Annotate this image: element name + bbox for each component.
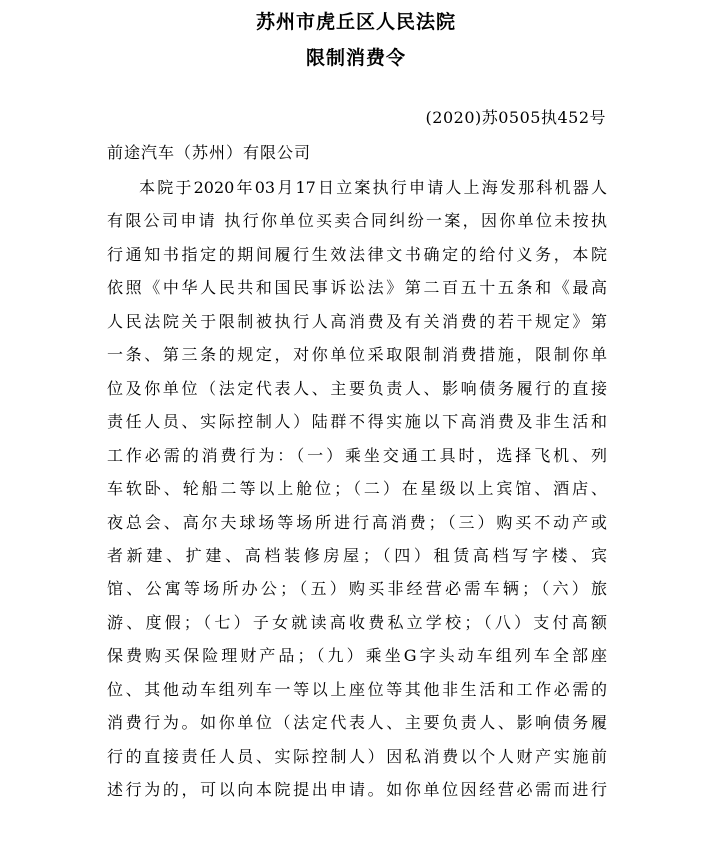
addressee: 前途汽车（苏州）有限公司 <box>107 143 312 162</box>
body-line: 有限公司申请 执行你单位买卖合同纠纷一案，因你单位未按执 <box>107 211 607 231</box>
body-line: 本院于2020年03月17日立案执行申请人上海发那科机器人 <box>139 178 607 197</box>
document-type-title: 限制消费令 <box>305 47 406 69</box>
body-line: 人民法院关于限制被执行人高消费及有关消费的若干规定》第 <box>107 311 607 331</box>
body-line: 责任人员、实际控制人）陆群不得实施以下高消费及非生活和 <box>107 412 607 432</box>
body-line: 保费购买保险理财产品；（九）乘坐G字头动车组列车全部座 <box>107 646 607 666</box>
body-line: 夜总会、高尔夫球场等场所进行高消费；（三）购买不动产或 <box>107 512 607 532</box>
body-line: 位及你单位（法定代表人、主要负责人、影响债务履行的直接 <box>107 378 607 398</box>
body-line: 车软卧、轮船二等以上舱位；（二）在星级以上宾馆、酒店、 <box>107 479 607 499</box>
body-line: 一条、第三条的规定，对你单位采取限制消费措施，限制你单 <box>107 345 607 365</box>
body-line: 依照《中华人民共和国民事诉讼法》第二百五十五条和《最高 <box>107 278 607 298</box>
body-line: 行的直接责任人员、实际控制人）因私消费以个人财产实施前 <box>107 746 607 766</box>
body-line: 游、度假；（七）子女就读高收费私立学校；（八）支付高额 <box>107 612 607 632</box>
body-line: 馆、公寓等场所办公；（五）购买非经营必需车辆；（六）旅 <box>107 579 607 599</box>
court-name: 苏州市虎丘区人民法院 <box>255 11 456 33</box>
body-line: 述行为的，可以向本院提出申请。如你单位因经营必需而进行 <box>107 780 607 800</box>
body-line: 行通知书指定的期间履行生效法律文书确定的给付义务，本院 <box>107 244 607 264</box>
body-line: 工作必需的消费行为：（一）乘坐交通工具时，选择飞机、列 <box>107 445 607 465</box>
case-number: (2020)苏0505执452号 <box>425 108 606 127</box>
body-line: 者新建、扩建、高档装修房屋；（四）租赁高档写字楼、宾 <box>107 545 607 565</box>
body-line: 消费行为。如你单位（法定代表人、主要负责人、影响债务履 <box>107 713 607 733</box>
body-line: 位、其他动车组列车一等以上座位等其他非生活和工作必需的 <box>107 679 607 699</box>
